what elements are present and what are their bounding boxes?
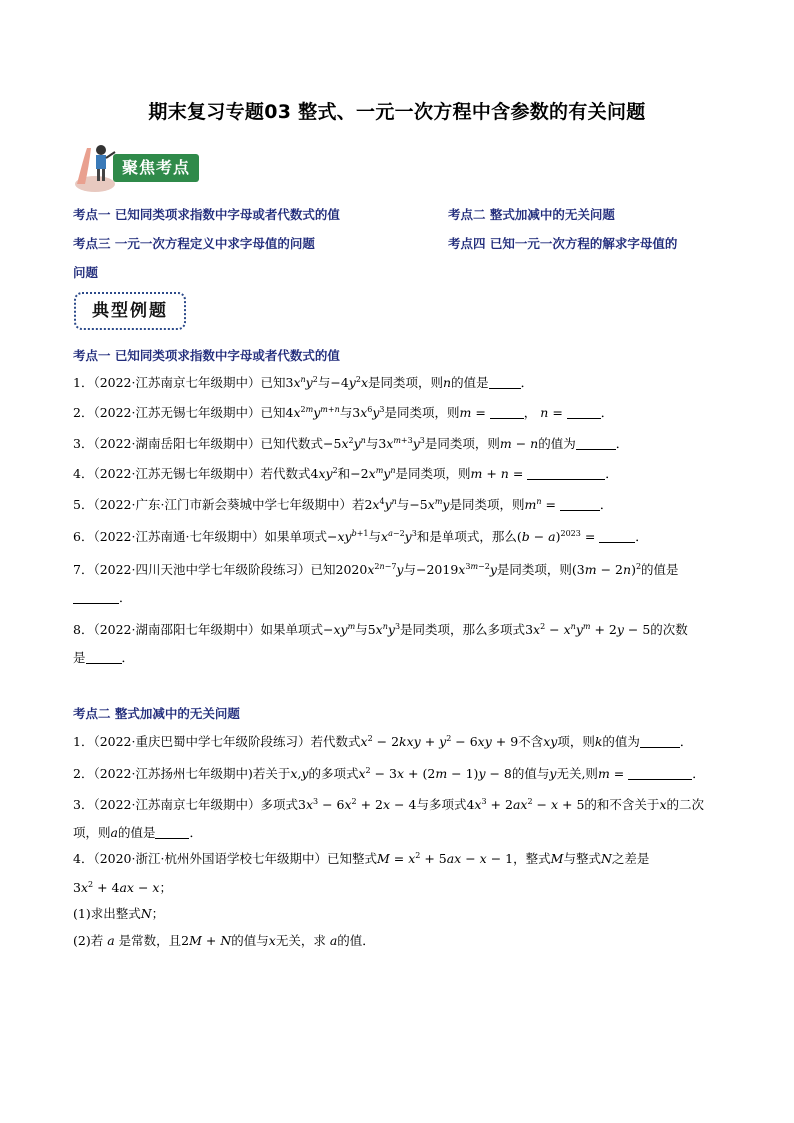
question-2-4-line2: $3x^2 + 4ax - x$； (73, 880, 172, 895)
question-1-8-line2: 是 ． (73, 650, 135, 665)
section-2-heading: 考点二 整式加减中的无关问题 (73, 706, 240, 721)
answer-blank[interactable] (73, 591, 119, 604)
focus-banner-label: 聚焦考点 (113, 154, 199, 182)
answer-blank-n[interactable] (567, 406, 601, 419)
section-1-heading: 考点一 已知同类项求指数中字母或者代数式的值 (73, 348, 340, 363)
question-1-5: 5．（2022·广东·江门市新会葵城中学七年级期中）若$2x^4y^n$与$-5x^my$是同类项，则$m^n$ = ． (73, 497, 613, 512)
question-1-8: 8．（2022·湖南邵阳七年级期中）如果单项式$-xy^m$与$5x^ny^3$是同类项，那么多项式$3x^2 - x^ny^m + 2y - 5$的次数 (73, 622, 688, 637)
question-1-4: 4．（2022·江苏无锡七年级期中）若代数式$4xy^2$和$-2x^my^n$是同类项，则m + n = ． (73, 466, 618, 481)
page-title: 期末复习专题03 整式、一元一次方程中含参数的有关问题 (148, 101, 646, 123)
question-2-2: 2．（2022·江苏扬州七年级期中)若关于x,y的多项式$x^2 - 3x + (2m - 1)y - 8$的值与y无关,则m = ． (73, 766, 705, 781)
answer-blank[interactable] (560, 498, 600, 511)
question-2-4-part2: (2)若 a 是常数，且2M + N的值与x无关，求 a的值． (73, 933, 375, 948)
answer-blank[interactable] (489, 376, 521, 389)
answer-blank[interactable] (155, 826, 189, 839)
question-1-3: 3．（2022·湖南岳阳七年级期中）已知代数式$-5x^2y^n$与$3x^{m+3}y^3$是同类项，则m − n的值为 ． (73, 436, 629, 451)
answer-blank-m[interactable] (490, 406, 524, 419)
question-2-1: 1．（2022·重庆巴蜀中学七年级阶段练习）若代数式$x^2 - 2kxy + y^2 - 6xy + 9$不含xy项，则k的值为 ． (73, 734, 693, 749)
question-2-4-part1: (1)求出整式N； (73, 906, 165, 921)
typical-examples-box: 典型例题 (74, 292, 186, 330)
question-1-2: 2．（2022·江苏无锡七年级期中）已知$4x^{2m}y^{m+n}$与$3x^6y^3$是同类项，则m = ， n = ． (73, 405, 614, 420)
answer-blank[interactable] (628, 767, 692, 780)
answer-blank[interactable] (599, 530, 635, 543)
answer-blank[interactable] (527, 467, 605, 480)
kaodian-3-link[interactable]: 考点三 一元一次方程定义中求字母值的问题 (73, 236, 315, 251)
answer-blank[interactable] (576, 437, 616, 450)
question-2-3-line2: 项，则a的值是 ． (73, 825, 202, 840)
question-1-7: 7．（2022·四川天池中学七年级阶段练习）已知$2020x^{2n-7}y$与$-2019x^{3m-2}y$是同类项，则$(3m - 2n)^2$的值是 (73, 562, 679, 577)
question-1-1: 1．（2022·江苏南京七年级期中）已知$3x^ny^2$与$-4y^2x$是同类项，则n的值是 ． (73, 375, 534, 390)
kaodian-2-link[interactable]: 考点二 整式加减中的无关问题 (448, 207, 615, 222)
kaodian-4-link[interactable]: 考点四 已知一元一次方程的解求字母值的 (448, 236, 678, 251)
kaodian-4-continued[interactable]: 问题 (73, 265, 99, 280)
kaodian-1-link[interactable]: 考点一 已知同类项求指数中字母或者代数式的值 (73, 207, 340, 222)
question-1-7-line2: ． (73, 590, 132, 606)
question-2-4: 4．（2020·浙江·杭州外国语学校七年级期中）已知整式$M = x^2 + 5ax - x - 1$，整式M与整式N之差是 (73, 851, 650, 866)
focus-banner (73, 140, 203, 194)
question-1-6: 6．（2022·江苏南通·七年级期中）如果单项式$-xy^{b+1}$与$x^{a-2}y^3$和是单项式，那么$(b - a)^{2023}$ = ． (73, 529, 648, 544)
answer-blank[interactable] (640, 735, 680, 748)
answer-blank[interactable] (86, 651, 122, 664)
question-2-3: 3．（2022·江苏南京七年级期中）多项式$3x^3 - 6x^2 + 2x - 4$与多项式$4x^3 + 2ax^2 - x + 5$的和不含关于x的二次 (73, 797, 705, 812)
